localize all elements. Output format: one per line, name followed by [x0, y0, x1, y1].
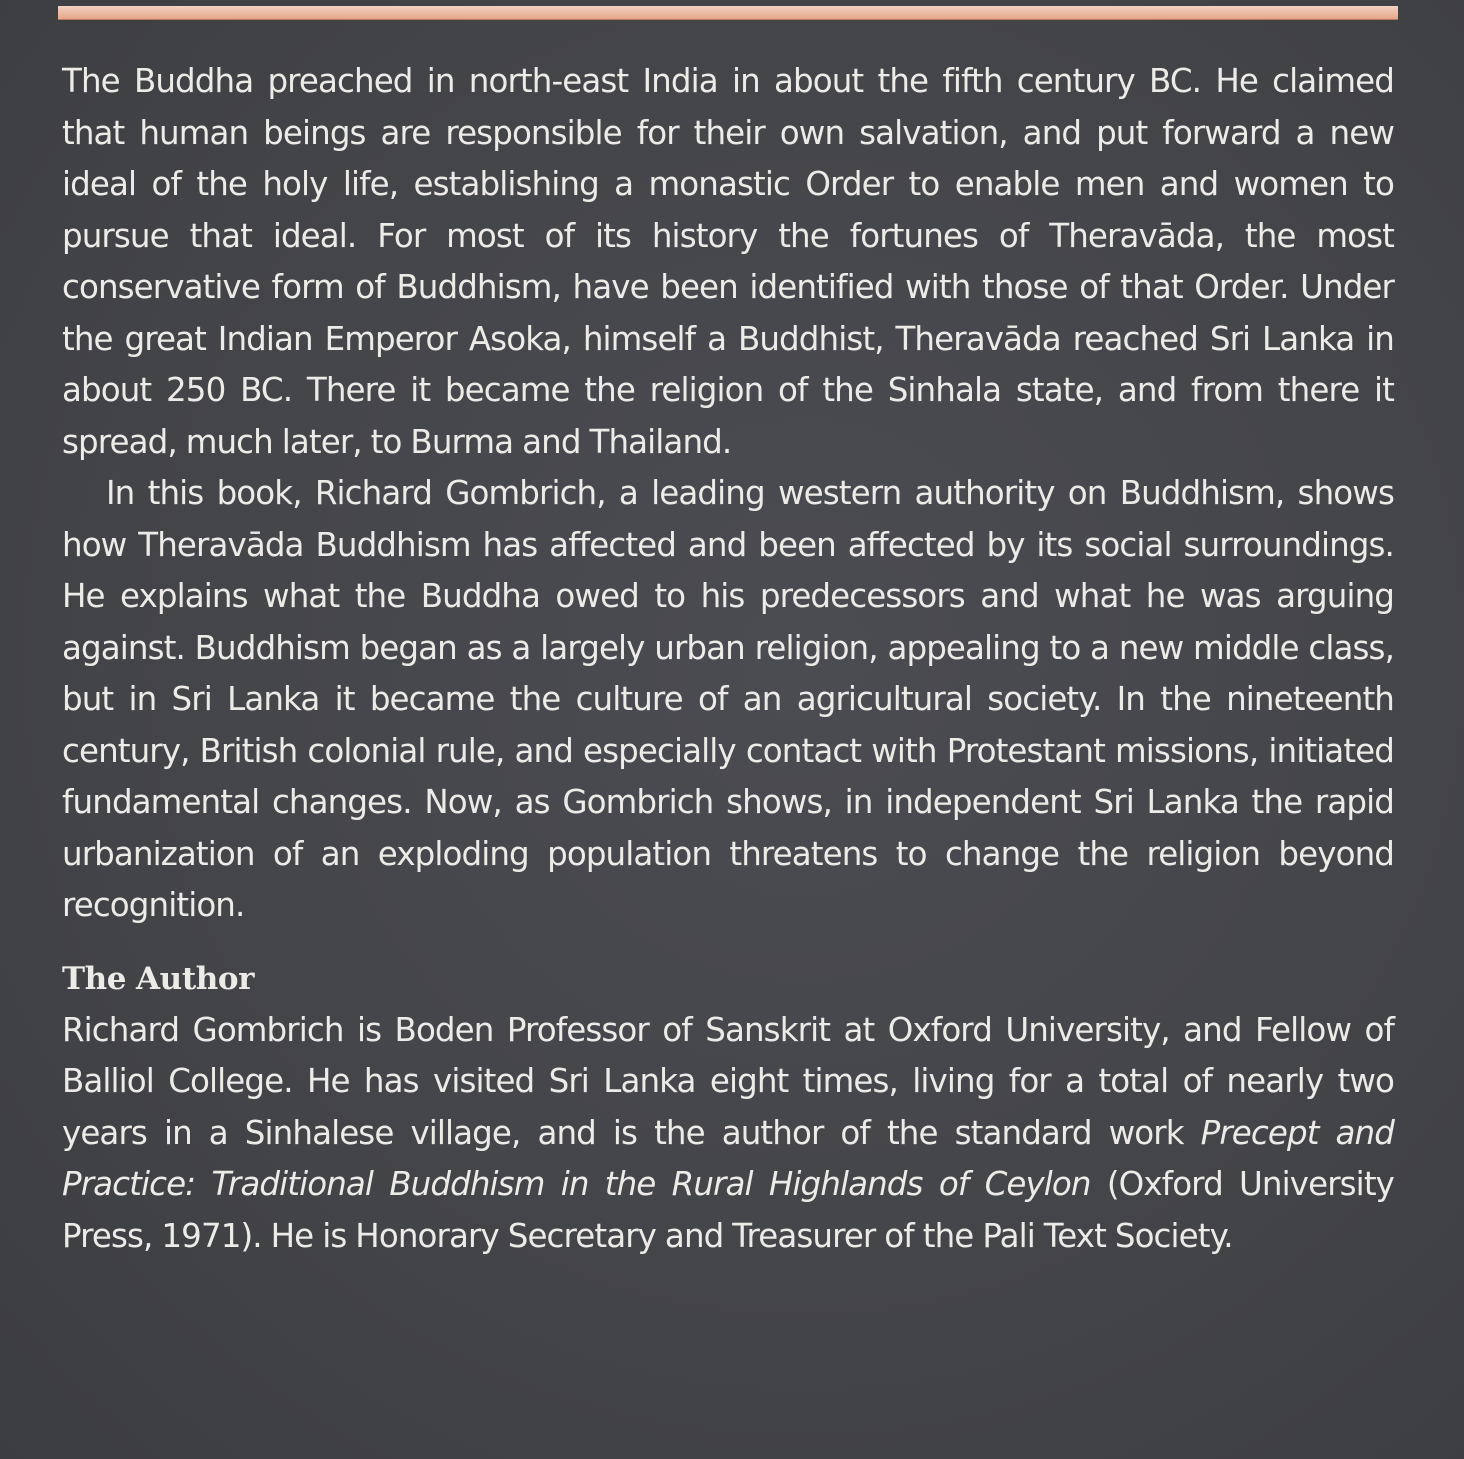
author-heading: The Author	[62, 960, 255, 997]
author-bio-intro: Richard Gombrich is Boden Professor of Sanskrit at Oxford University, and Fellow of Balliol College. He has visited Sri Lanka eight times, living for a total of nearly two years in a Sinhalese village, and is the author of the standard work	[62, 1010, 1394, 1152]
blurb-paragraph-1: The Buddha preached in north-east India in about the fifth century BC. He claimed that human beings are responsible for their own salvation, and put forward a new ideal of the holy life, establishing a monastic Order to enable men and women to pursue that ideal. For most of its history the fortunes of Theravāda, the most conservative form of Buddhism, have been identified with those of that Order. Under the great Indian Emperor Asoka, himself a Buddhist, Theravāda reached Sri Lanka in about 250 BC. There it became the religion of the Sinhala state, and from there it spread, much later, to Burma and Thailand.	[62, 62, 1394, 461]
author-bio	[62, 1005, 1394, 1263]
cover-text	[62, 56, 1394, 1262]
author-book-title: Precept and Practice: Traditional Buddhism in the Rural Highlands of Ceylon	[62, 1113, 1394, 1203]
top-accent-rule	[58, 6, 1398, 20]
author-bio-outro: (Oxford University Press, 1971). He is Honorary Secretary and Treasurer of the Pali Text Society.	[62, 1165, 1394, 1255]
blurb-paragraph-2: In this book, Richard Gombrich, a leading western authority on Buddhism, shows how Theravāda Buddhism has affected and been affected by its social surroundings. He explains what the Buddha owed to his predecessors and what he was arguing against. Buddhism began as a largely urban religion, appealing to a new middle class, but in Sri Lanka it became the culture of an agricultural society. In the nineteenth century, British colonial rule, and especially contact with Protestant missions, initiated fundamental changes. Now, as Gombrich shows, in independent Sri Lanka the rapid urbanization of an exploding population threatens to change the religion beyond recognition.	[62, 474, 1394, 924]
